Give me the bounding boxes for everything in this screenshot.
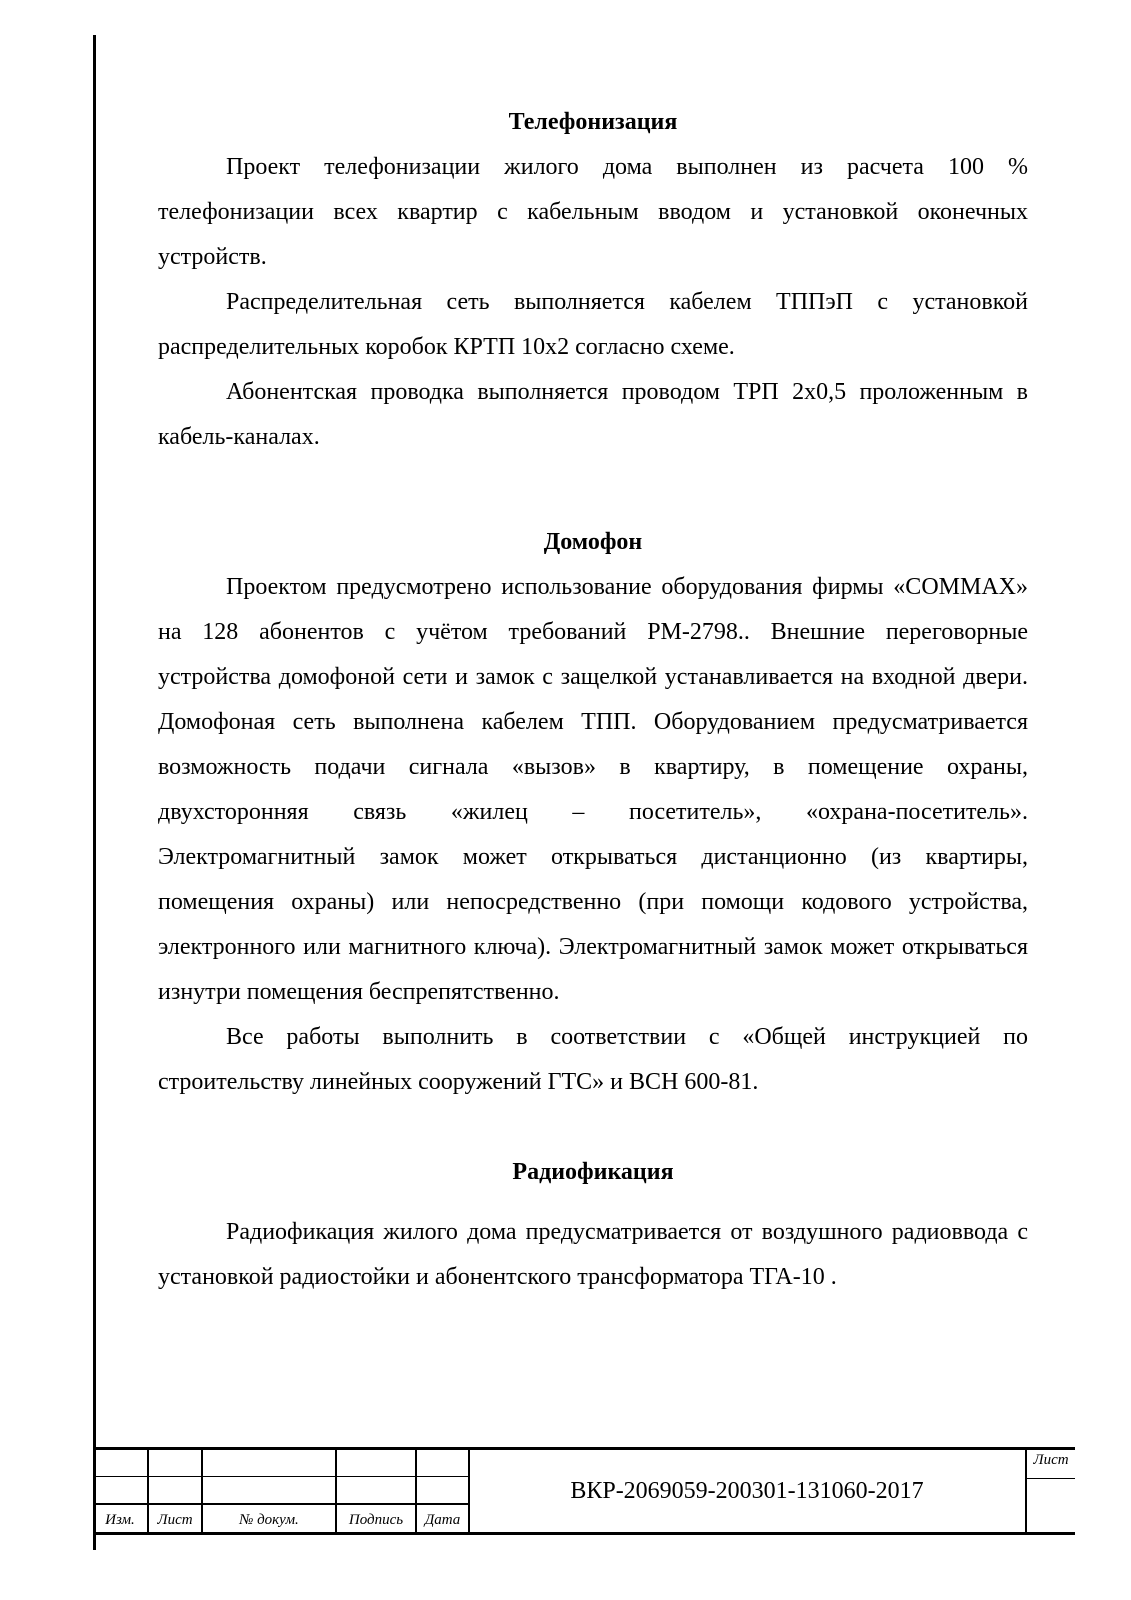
caption-sheet: Лист [157, 1512, 193, 1528]
caption-document-number: № докум. [239, 1512, 299, 1528]
caption-date: Дата [424, 1512, 461, 1528]
paragraph: Проект телефонизации жилого дома выполнен из расчета 100 % телефонизации всех квартир с кабельным вводом и установкой оконечных устройств. [158, 154, 1028, 270]
caption-signature: Подпись [348, 1512, 404, 1528]
document-number: ВКР-2069059-200301-131060-2017 [570, 1477, 924, 1504]
stamp-row-line [93, 1503, 470, 1505]
section-title-radio: Радиофикация [512, 1159, 674, 1185]
paragraph: Абонентская проводка выполняется проводом ТРП 2х0,5 проложенным в кабель-каналах. [158, 379, 1028, 450]
document-body [158, 100, 1028, 1300]
spacer [158, 1195, 1028, 1210]
spacer [158, 1105, 1028, 1150]
spacer [158, 460, 1028, 505]
paragraph: Все работы выполнить в соответствии с «Общей инструкцией по строительству линейных сооружений ГТС» и ВСН 600-81. [158, 1024, 1028, 1095]
paragraph: Распределительная сеть выполняется кабелем ТППэП с установкой распределительных коробок КРТП 10х2 согласно схеме. [158, 289, 1028, 360]
section-title-telephony: Телефонизация [508, 109, 678, 135]
stamp-row-line [93, 1476, 470, 1477]
title-block [93, 1447, 1075, 1535]
section-title-intercom: Домофон [543, 529, 643, 555]
paragraph: Проектом предусмотрено использование оборудования фирмы «COMMAX» на 128 абонентов с учётом требований РМ-2798.. Внешние переговорные устройства домофоной сети и замок с защелкой устанавливается на входной двери. Домофоная сеть выполнена кабелем ТПП. Оборудованием предусматривается возможность подачи сигнала «вызов» в квартиру, в помещение охраны, двухсторонняя связь «жилец – посетитель», «охрана-посетитель». Электромагнитный замок может открываться дистанционно (из квартиры, помещения охраны) или непосредственно (при помощи кодового устройства, электронного или магнитного ключа). Электромагнитный замок может открываться изнутри помещения беспрепятственно. [158, 574, 1028, 1005]
sheet-label: Лист [1033, 1452, 1069, 1468]
spacer [158, 505, 1028, 520]
stamp-row-line [1025, 1478, 1075, 1479]
frame-left-border [93, 35, 96, 1550]
caption-change: Изм. [105, 1512, 135, 1528]
paragraph: Радиофикация жилого дома предусматривается от воздушного радиоввода с установкой радиостойки и абонентского трансформатора ТГА-10 . [158, 1219, 1028, 1290]
